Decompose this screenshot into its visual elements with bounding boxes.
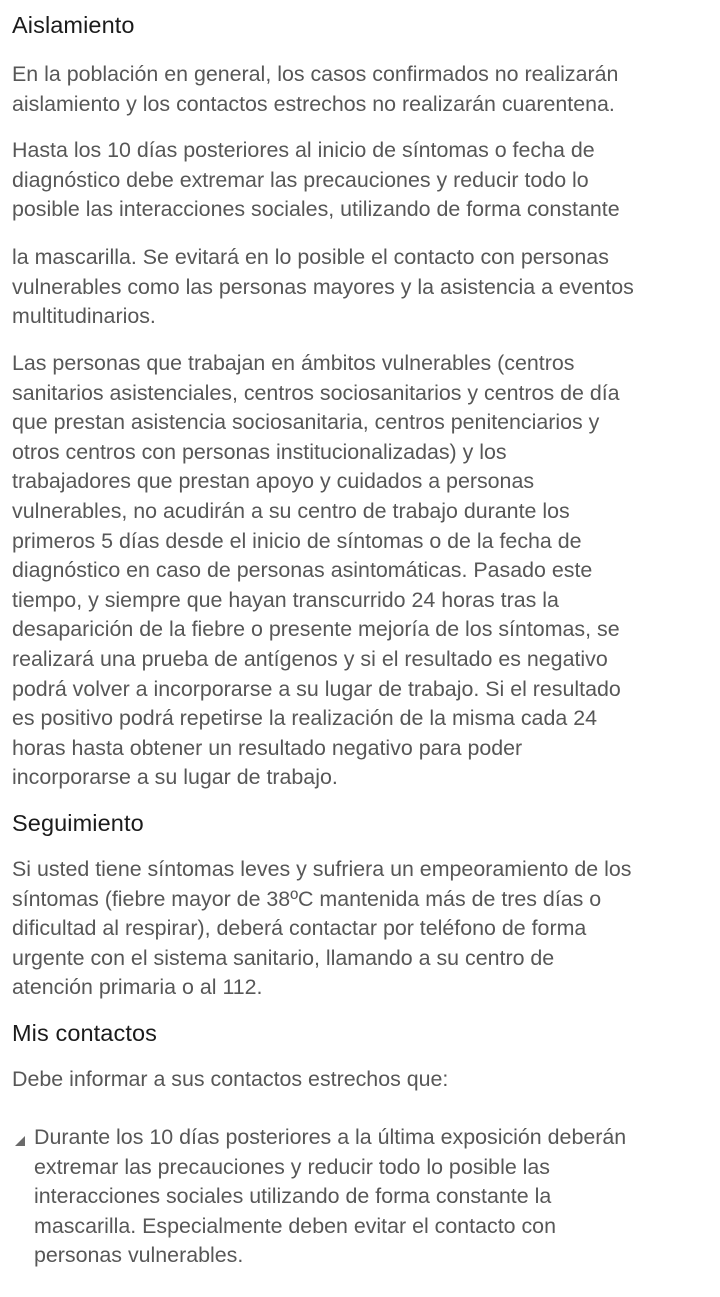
- aislamiento-paragraph-4: [12, 349, 710, 793]
- text-line: extremar las precauciones y reducir todo lo posible las: [34, 1154, 551, 1179]
- text-line: podrá volver a incorporarse a su lugar de trabajo. Si el resultado: [12, 676, 621, 701]
- text-line: primeros 5 días desde el inicio de síntomas o de la fecha de: [12, 528, 582, 553]
- aislamiento-paragraph-1: [12, 60, 710, 119]
- text-line: tiempo, y siempre que hayan transcurrido 24 horas tras la: [12, 587, 559, 612]
- triangle-bullet-icon: [12, 1132, 28, 1148]
- text-line: sanitarios asistenciales, centros sociosanitarios y centros de día: [12, 380, 620, 405]
- text-line: interacciones sociales utilizando de forma constante la: [34, 1184, 552, 1209]
- text-line: posible las interacciones sociales, utilizando de forma constante: [12, 197, 620, 222]
- text-line: que prestan asistencia sociosanitaria, centros penitenciarios y: [12, 410, 600, 435]
- text-line: vulnerables como las personas mayores y la asistencia a eventos: [12, 274, 634, 299]
- text-line: urgente con el sistema sanitario, llamando a su centro de: [12, 945, 555, 970]
- text-line: síntomas (fiebre mayor de 38ºC mantenida más de tres días o: [12, 886, 602, 911]
- text-line: incorporarse a su lugar de trabajo.: [12, 765, 338, 790]
- text-line: trabajadores que prestan apoyo y cuidados a personas: [12, 469, 535, 494]
- text-line: desaparición de la fiebre o presente mejoría de los síntomas, se: [12, 617, 620, 642]
- text-line: es positivo podrá repetirse la realización de la misma cada 24: [12, 706, 597, 731]
- text-line: otros centros con personas institucionalizadas) y los: [12, 439, 507, 464]
- text-line: Si usted tiene síntomas leves y sufriera un empeoramiento de los: [12, 857, 632, 881]
- text-line: En la población en general, los casos confirmados no realizarán: [12, 62, 619, 86]
- section-heading-mis-contactos: Mis contactos: [12, 1020, 157, 1046]
- seguimiento-paragraph: [12, 855, 710, 1003]
- text-line: Las personas que trabajan en ámbitos vulnerables (centros: [12, 351, 575, 375]
- text-line: Durante los 10 días posteriores a la última exposición deberán: [34, 1125, 627, 1149]
- text-line: mascarilla. Especialmente deben evitar el contacto con: [34, 1213, 556, 1238]
- text-line: Hasta los 10 días posteriores al inicio de síntomas o fecha de: [12, 138, 595, 162]
- text-line: personas vulnerables.: [34, 1243, 244, 1268]
- contactos-intro: [12, 1065, 710, 1095]
- section-heading-seguimiento: Seguimiento: [12, 810, 144, 836]
- aislamiento-paragraph-2: [12, 136, 710, 225]
- text-line: horas hasta obtener un resultado negativo para poder: [12, 735, 523, 760]
- text-line: Debe informar a sus contactos estrechos que:: [12, 1067, 449, 1091]
- aislamiento-paragraph-3: [12, 243, 710, 332]
- list-item-text: [34, 1123, 710, 1271]
- text-line: multitudinarios.: [12, 304, 156, 329]
- text-line: vulnerables, no acudirán a su centro de trabajo durante los: [12, 498, 570, 523]
- text-line: dificultad al respirar), deberá contactar por teléfono de forma: [12, 916, 587, 941]
- text-line: diagnóstico en caso de personas asintomáticas. Pasado este: [12, 558, 593, 583]
- section-heading-aislamiento: Aislamiento: [12, 12, 135, 38]
- text-line: atención primaria o al 112.: [12, 975, 263, 1000]
- text-line: diagnóstico debe extremar las precauciones y reducir todo lo: [12, 167, 589, 192]
- text-line: realizará una prueba de antígenos y si el resultado es negativo: [12, 646, 608, 671]
- text-line: la mascarilla. Se evitará en lo posible el contacto con personas: [12, 245, 609, 269]
- text-line: aislamiento y los contactos estrechos no realizarán cuarentena.: [12, 91, 615, 116]
